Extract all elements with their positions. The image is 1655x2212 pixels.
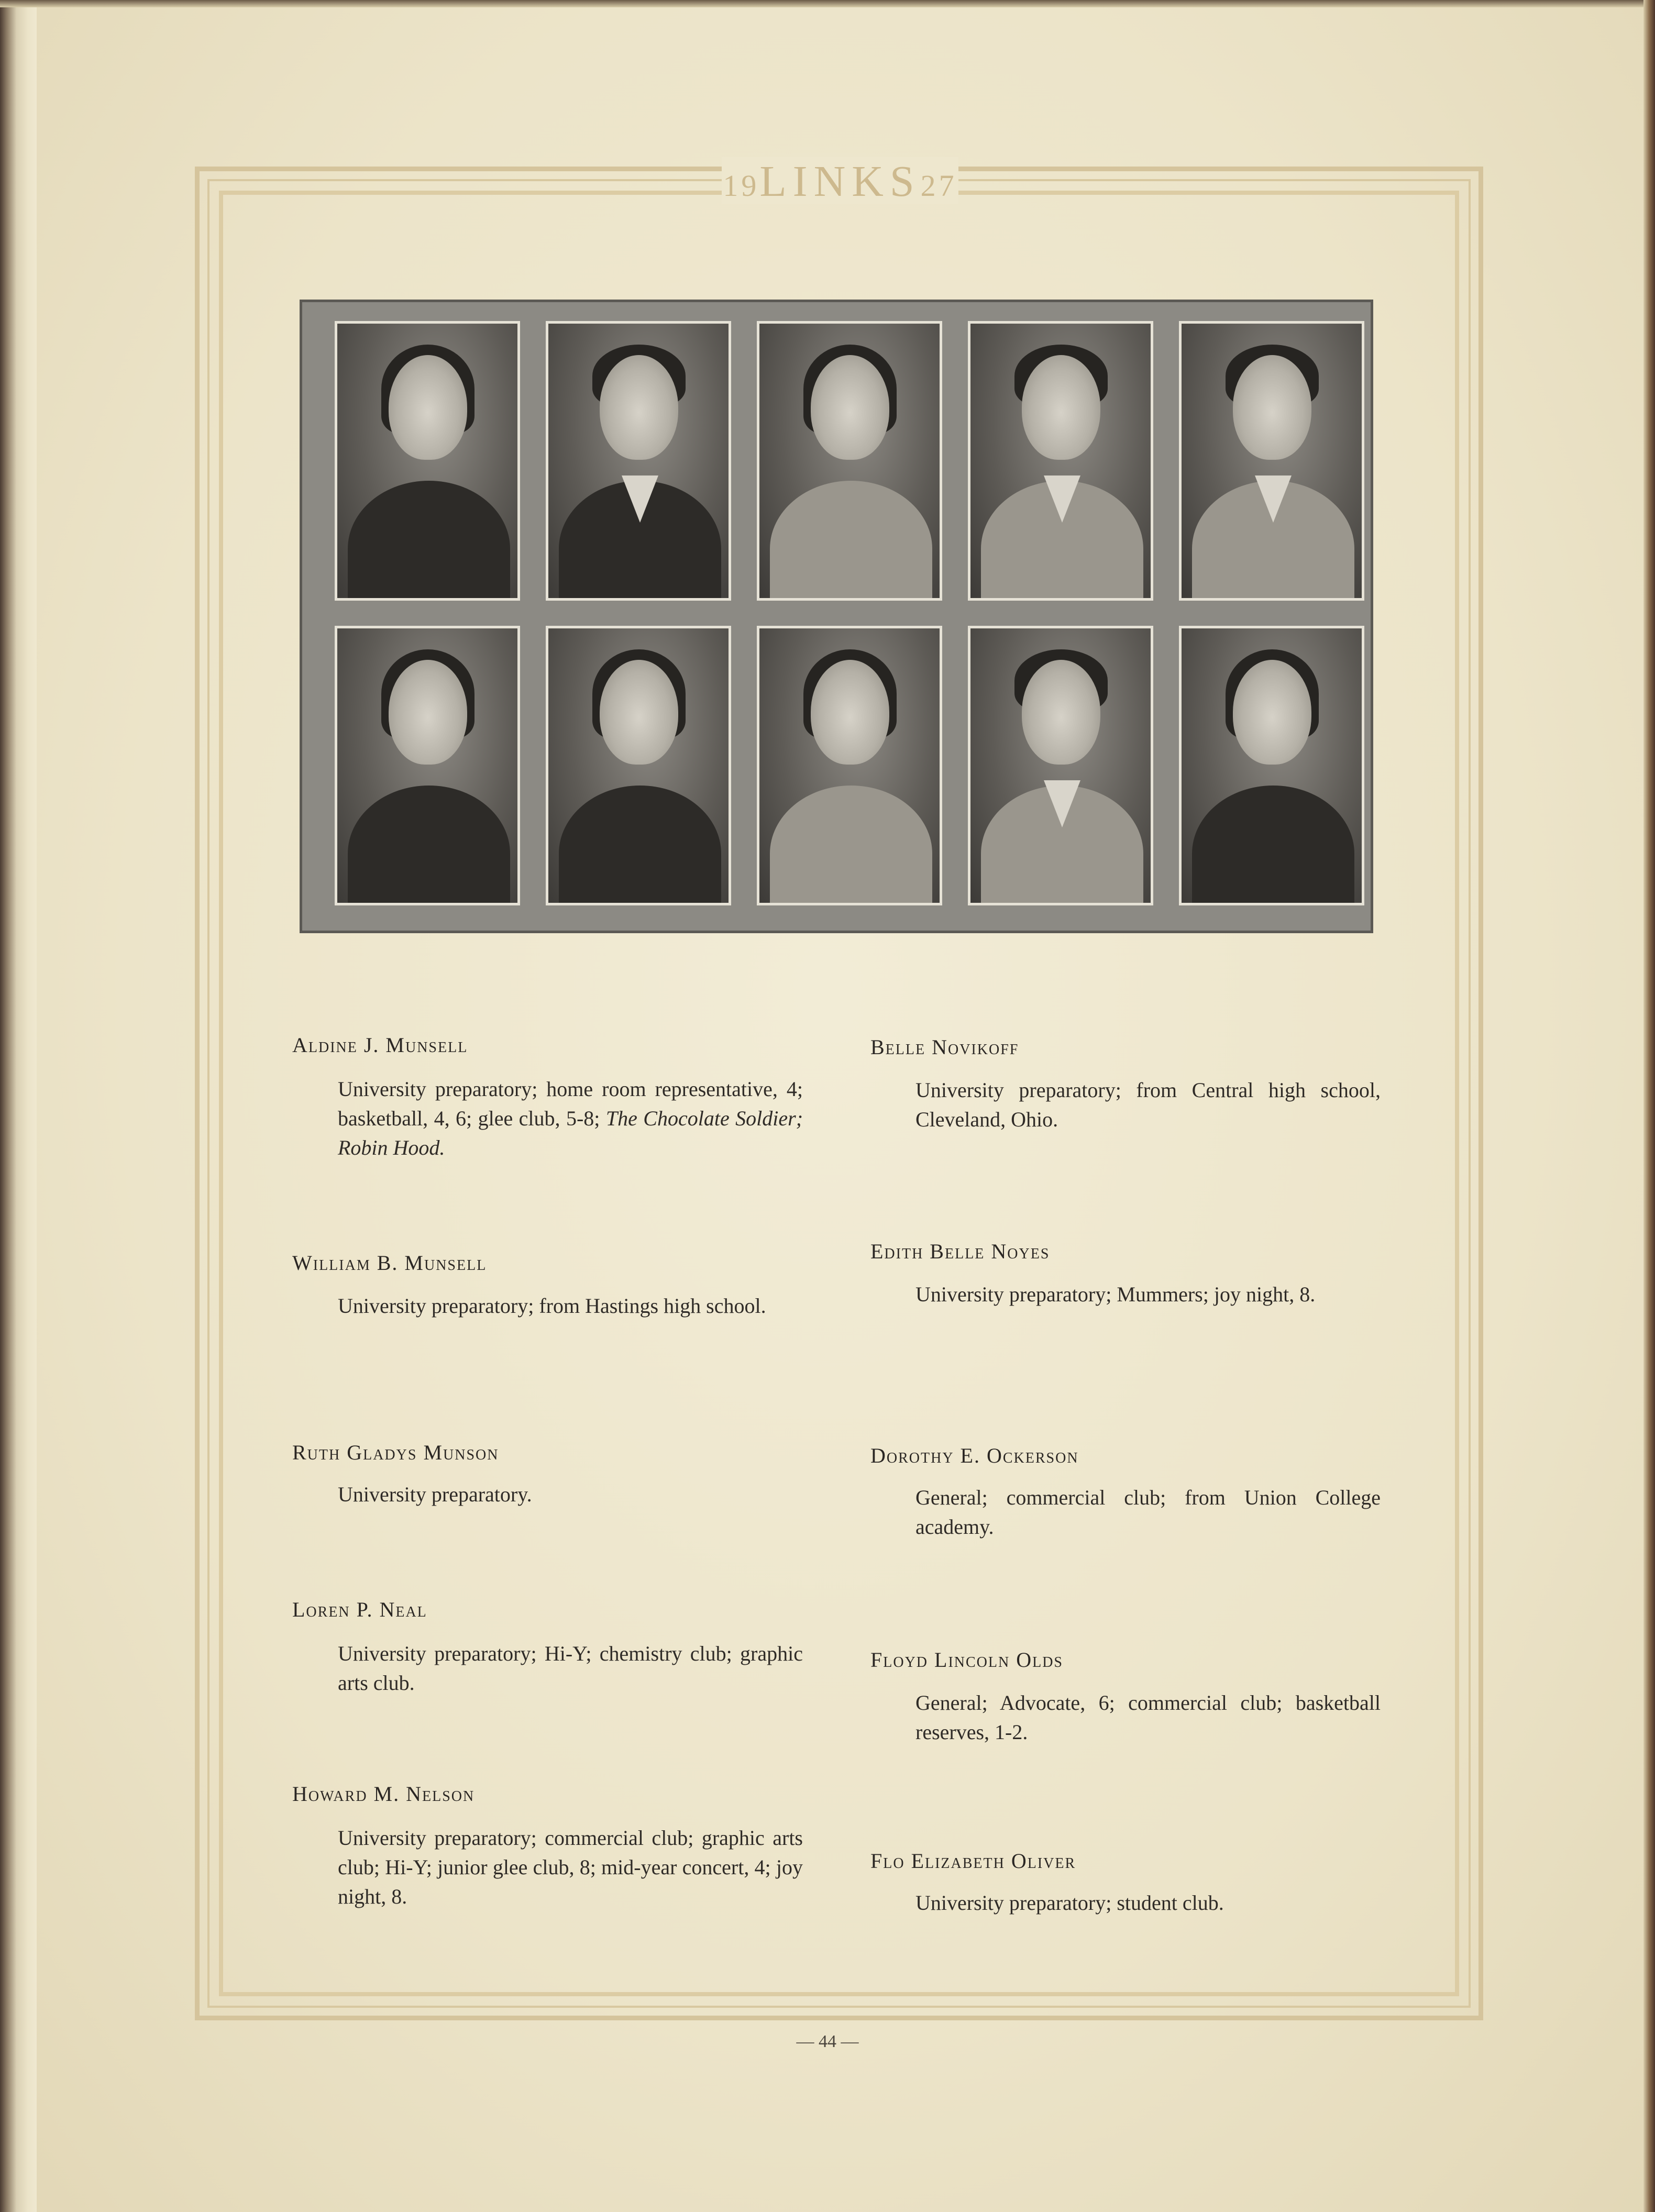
student-activities <box>338 1075 803 1163</box>
header-year-right: 27 <box>920 169 957 203</box>
portrait-body <box>348 481 510 601</box>
portrait-panel <box>300 300 1373 933</box>
portrait-photo <box>546 626 731 905</box>
portrait-photo <box>335 321 520 601</box>
portrait-face <box>389 660 467 765</box>
student-name: Howard M. Nelson <box>292 1782 475 1806</box>
student-name: Floyd Lincoln Olds <box>870 1648 1063 1672</box>
portrait-face <box>389 355 467 460</box>
student-activities: General; commercial club; from Union College academy. <box>915 1486 1381 1539</box>
student-name: Flo Elizabeth Oliver <box>870 1849 1076 1873</box>
portrait-face <box>1233 660 1311 765</box>
portrait-face <box>1022 660 1100 765</box>
portrait-photo <box>335 626 520 905</box>
header-title: LINKS <box>759 157 921 206</box>
student-name: William B. Munsell <box>292 1251 487 1275</box>
portrait-photo <box>1179 626 1364 905</box>
portrait-face <box>1022 355 1100 460</box>
page-right-edge <box>1643 0 1655 2212</box>
student-name: Aldine J. Munsell <box>292 1033 468 1057</box>
portrait-face <box>600 660 678 765</box>
header-year-left: 19 <box>723 169 760 203</box>
student-activities: University preparatory; from Central high school, Cleveland, Ohio. <box>915 1078 1381 1131</box>
student-activities-text: University preparatory; home room representative, 4; basketball, 4, 6; glee club, 5-8; <box>338 1077 803 1130</box>
portrait-photo <box>968 626 1153 905</box>
portrait-body <box>770 786 932 905</box>
student-activities: University preparatory; Mummers; joy night, 8. <box>915 1282 1316 1306</box>
portrait-photo <box>757 626 942 905</box>
portrait-body <box>1192 786 1354 905</box>
yearbook-header <box>722 156 958 208</box>
portrait-face <box>811 660 889 765</box>
student-activities: University preparatory; commercial club; graphic arts club; Hi-Y; junior glee club, 8; mid-year concert, 4; joy night, 8. <box>338 1826 803 1908</box>
student-activities: University preparatory; student club. <box>915 1891 1224 1915</box>
student-name: Dorothy E. Ockerson <box>870 1444 1079 1467</box>
student-name: Loren P. Neal <box>292 1598 427 1621</box>
portrait-body <box>348 786 510 905</box>
book-binding <box>0 0 37 2212</box>
student-activities: University preparatory; from Hastings high school. <box>338 1294 766 1318</box>
portrait-face <box>600 355 678 460</box>
portrait-body <box>559 786 721 905</box>
student-activities-italic: The Chocolate Soldier; Robin Hood. <box>338 1107 803 1159</box>
student-name: Belle Novikoff <box>870 1035 1019 1059</box>
page-top-edge <box>0 0 1655 7</box>
portrait-photo <box>968 321 1153 601</box>
portrait-face <box>1233 355 1311 460</box>
portrait-face <box>811 355 889 460</box>
portrait-body <box>770 481 932 601</box>
portrait-photo <box>546 321 731 601</box>
student-activities: General; Advocate, 6; commercial club; basketball reserves, 1-2. <box>915 1691 1381 1744</box>
page-number: — 44 — <box>796 2032 859 2051</box>
portrait-photo <box>1179 321 1364 601</box>
portrait-photo <box>757 321 942 601</box>
student-name: Edith Belle Noyes <box>870 1240 1050 1263</box>
student-activities: University preparatory; Hi-Y; chemistry club; graphic arts club. <box>338 1642 803 1695</box>
student-activities: University preparatory. <box>338 1483 532 1506</box>
student-name: Ruth Gladys Munson <box>292 1441 499 1464</box>
